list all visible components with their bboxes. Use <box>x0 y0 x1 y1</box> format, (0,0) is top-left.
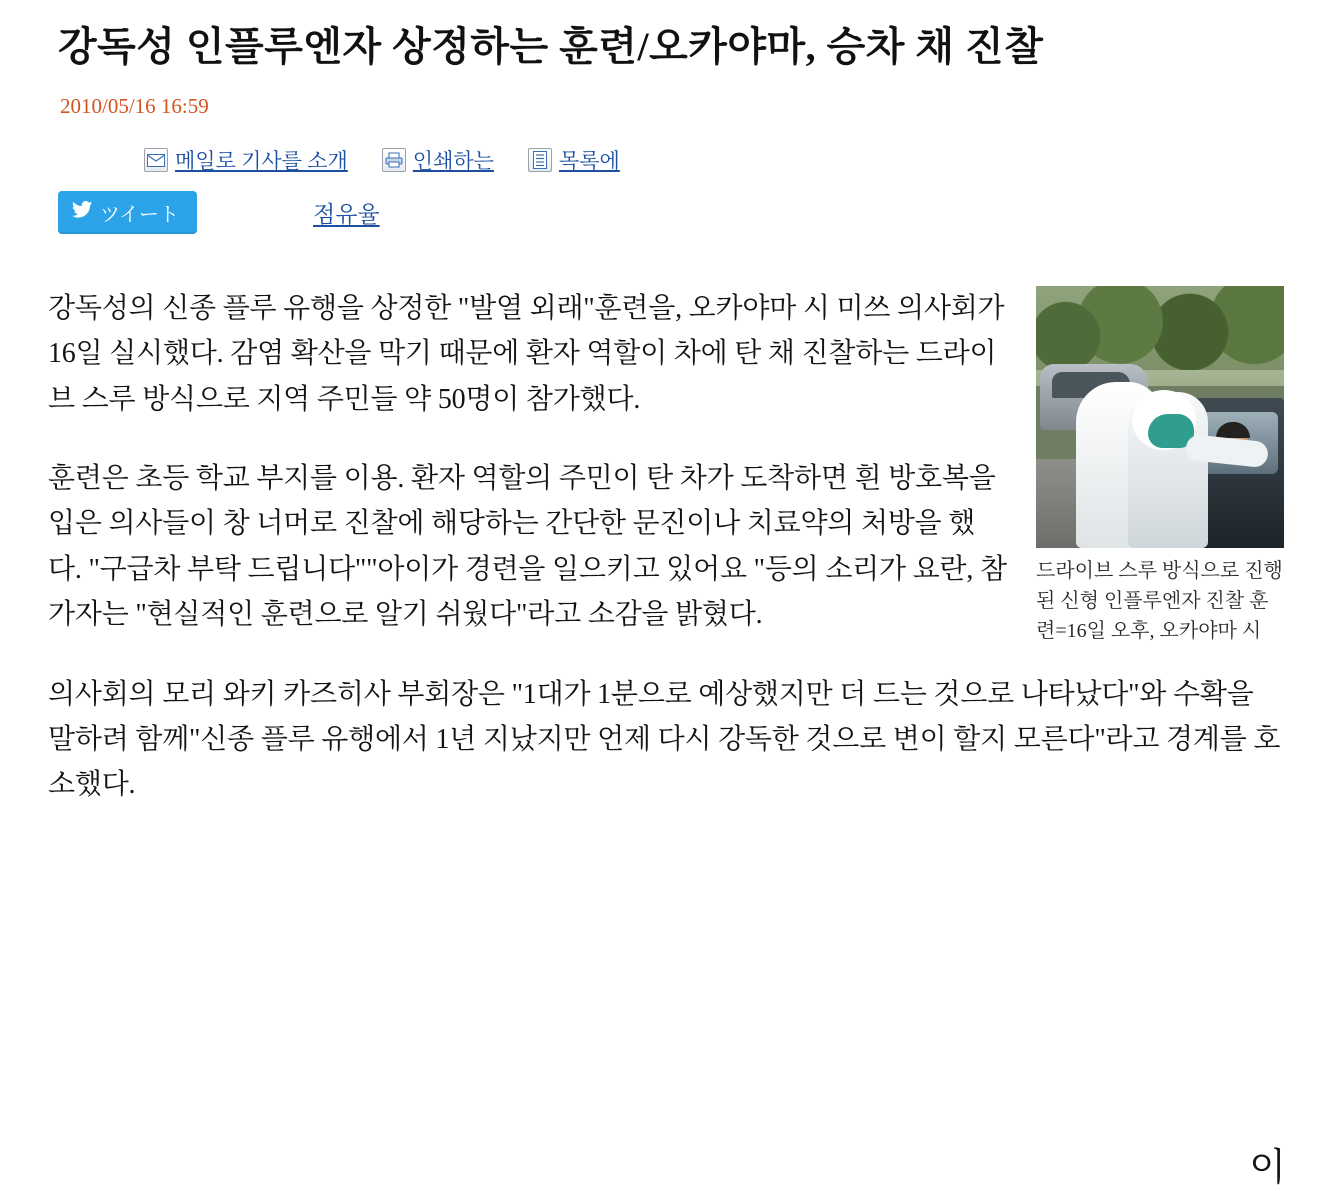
print-link[interactable] <box>382 145 494 175</box>
article-figure <box>1036 286 1284 646</box>
article-paragraph: 의사회의 모리 와키 카즈히사 부회장은 "1대가 1분으로 예상했지만 더 드는 것으로 나타났다"와 수확을 말하려 함께"신종 플루 유행에서 1년 지났지만 언제 다시 강독한 것으로 변이 할지 모른다"라고 경계를 호소했다. <box>48 678 1281 801</box>
page-title: 강독성 인플루엔자 상정하는 훈련/오카야마, 승차 채 진찰 <box>58 24 1044 69</box>
printer-icon <box>382 148 406 172</box>
article-paragraph: 훈련은 초등 학교 부지를 이용. 환자 역할의 주민이 탄 차가 도착하면 흰 방호복을 입은 의사들이 창 너머로 진찰에 해당하는 간단한 문진이나 치료약의 처방을 했다. "구급차 부탁 드립니다""아이가 경련을 일으키고 있어요 "등의 소리가 요란, 참가자는 "현실적인 훈련으로 알기 쉬웠다"라고 소감을 밝혔다. <box>48 463 1007 631</box>
article-toolbar <box>144 145 1284 175</box>
article-content <box>48 286 1286 1189</box>
article-timestamp: 2010/05/16 16:59 <box>60 94 209 118</box>
back-to-list-label: 목록에 <box>558 149 620 173</box>
print-label: 인쇄하는 <box>412 149 494 173</box>
share-row <box>58 191 1284 234</box>
share-stat-link[interactable]: 점유율 <box>313 202 380 227</box>
tweet-button[interactable] <box>58 191 197 234</box>
tweet-label: ツイート <box>100 204 179 226</box>
figure-caption: 드라이브 스루 방식으로 진행된 신형 인플루엔자 진찰 훈련=16일 오후, 오카야마 시 <box>1036 560 1283 642</box>
article-paragraph: 강독성의 신종 플루 유행을 상정한 "발열 외래"훈련을, 오카야마 시 미쓰 의사회가 16일 실시했다. 감염 확산을 막기 때문에 환자 역할이 차에 탄 채 진찰하는 드라이브 스루 방식으로 지역 주민들 약 50명이 참가했다. <box>48 293 1005 415</box>
article-page <box>0 22 1332 1189</box>
share-by-mail-link[interactable] <box>144 145 348 175</box>
list-icon <box>528 148 552 172</box>
back-to-list-link[interactable] <box>528 145 620 175</box>
stray-character: 이 <box>1249 1147 1286 1189</box>
drive-through-influenza-drill-photo <box>1036 286 1284 548</box>
twitter-bird-icon <box>72 201 92 224</box>
share-by-mail-label: 메일로 기사를 소개 <box>175 149 348 173</box>
mail-icon <box>144 148 168 172</box>
